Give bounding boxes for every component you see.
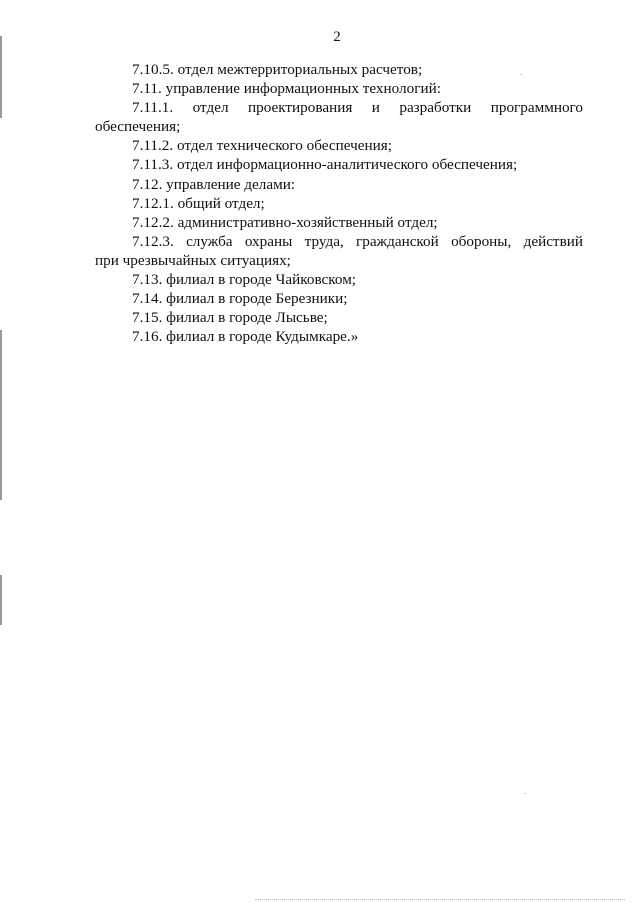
list-item-continuation: обеспечения; — [95, 118, 181, 136]
scan-footer-line — [255, 899, 625, 901]
document-body — [95, 60, 583, 346]
list-item: 7.11.3. отдел информационно-аналитического обеспечения; — [132, 156, 518, 174]
list-item: 7.10.5. отдел межтерриториальных расчетов; — [132, 61, 423, 78]
list-item: 7.15. филиал в городе Лысьве; — [132, 309, 328, 327]
scan-edge-mark — [0, 575, 2, 625]
list-item: 7.12.1. общий отдел; — [132, 194, 265, 212]
list-item: 7.13. филиал в городе Чайковском; — [132, 271, 357, 289]
list-item-line: 7.11.1. отдел проектирования и разработки программного — [132, 99, 583, 117]
list-item: 7.11.2. отдел технического обеспечения; — [132, 137, 392, 155]
list-item-continuation: при чрезвычайных ситуациях; — [95, 251, 291, 269]
list-item: 7.12. управление делами: — [132, 175, 296, 193]
page-number: 2 — [333, 29, 341, 45]
scan-speck — [520, 74, 522, 75]
scan-speck — [524, 793, 526, 794]
scan-edge-mark — [0, 330, 2, 500]
list-item-line: 7.12.3. служба охраны труда, гражданской обороны, действий — [132, 232, 583, 250]
list-item: 7.11. управление информационных технологий: — [132, 80, 441, 98]
list-item: 7.16. филиал в городе Кудымкаре.» — [132, 328, 359, 346]
list-item — [95, 98, 583, 136]
scan-edge-mark — [0, 36, 2, 118]
list-item: 7.14. филиал в городе Березники; — [132, 290, 348, 308]
list-item — [95, 232, 583, 270]
list-item: 7.12.2. административно-хозяйственный отдел; — [132, 213, 438, 231]
